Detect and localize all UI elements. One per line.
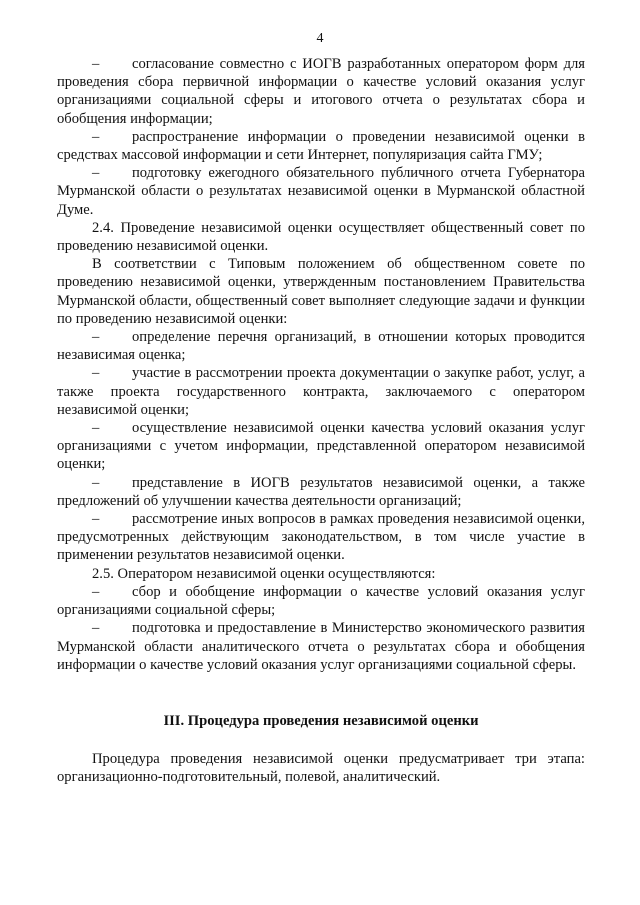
list-item xyxy=(57,419,585,474)
dash-marker: – xyxy=(92,620,100,637)
dash-marker: – xyxy=(92,165,100,182)
list-item xyxy=(57,474,585,510)
list-item xyxy=(57,55,585,128)
list-item xyxy=(57,583,585,619)
list-item-text: представление в ИОГВ результатов независимой оценки, а также предложений об улучшении качества деятельности организаций; xyxy=(57,474,585,509)
closing-paragraph: Процедура проведения независимой оценки предусматривает три этапа: организационно-подготовительный, полевой, аналитический. xyxy=(57,751,585,786)
list-item-text: согласование совместно с ИОГВ разработанных оператором форм для проведения сбора первичной информации о качестве условий оказания услуг организациями социальной сферы и итогового отчета о результатах сбора и обобщения информации; xyxy=(57,56,585,127)
list-item xyxy=(57,328,585,364)
dash-marker: – xyxy=(92,420,100,437)
paragraph-2-4: 2.4. Проведение независимой оценки осуществляет общественный совет по проведению независимой оценки. xyxy=(57,219,585,255)
dash-marker: – xyxy=(92,474,100,491)
dash-marker: – xyxy=(92,365,100,382)
list-item xyxy=(57,164,585,219)
list-item-text: рассмотрение иных вопросов в рамках проведения независимой оценки, предусмотренных действующим законодательством, в том числе участие в применении результатов независимой оценки. xyxy=(57,511,585,564)
paragraph-council-functions: В соответствии с Типовым положением об общественном совете по проведению независимой оценки, утвержденным постановлением Правительства Мурманской области, общественный совет выполняет следующие задачи и функции по проведению независимой оценки: xyxy=(57,256,585,327)
dash-marker: – xyxy=(92,128,100,145)
list-item xyxy=(57,364,585,419)
list-item-text: сбор и обобщение информации о качестве условий оказания услуг организациями социальной сферы; xyxy=(57,583,585,619)
section-heading: III. Процедура проведения независимой оценки xyxy=(163,712,479,729)
list-item xyxy=(57,510,585,565)
list-item-text: подготовку ежегодного обязательного публичного отчета Губернатора Мурманской области о результатах независимой оценки в Мурманской областной Думе. xyxy=(57,165,585,218)
dash-marker: – xyxy=(92,56,100,72)
list-item xyxy=(57,619,585,674)
list-item-text: определение перечня организаций, в отношении которых проводится независимая оценка; xyxy=(57,329,585,364)
list-item-text: участие в рассмотрении проекта документации о закупке работ, услуг, а также проекта государственного контракта, заключаемого с оператором независимой оценки; xyxy=(57,365,585,418)
dash-marker: – xyxy=(92,329,100,346)
list-item xyxy=(57,128,585,164)
dash-marker: – xyxy=(92,511,100,528)
page-number: 4 xyxy=(316,31,324,46)
list-item-text: подготовка и предоставление в Министерство экономического развития Мурманской области аналитического отчета о результатах сбора и обобщения информации о качестве условий оказания услуг организациями социальной сферы. xyxy=(57,620,585,673)
dash-marker: – xyxy=(92,583,100,600)
list-item-text: осуществление независимой оценки качества условий оказания услуг организациями с учетом информации, представленной оператором независимой оценки; xyxy=(57,420,585,473)
list-item-text: распространение информации о проведении независимой оценки в средствах массовой информации и сети Интернет, популяризация сайта ГМУ; xyxy=(57,128,585,164)
document-body xyxy=(57,55,585,787)
paragraph-2-5: 2.5. Оператором независимой оценки осуществляются: xyxy=(92,565,436,582)
